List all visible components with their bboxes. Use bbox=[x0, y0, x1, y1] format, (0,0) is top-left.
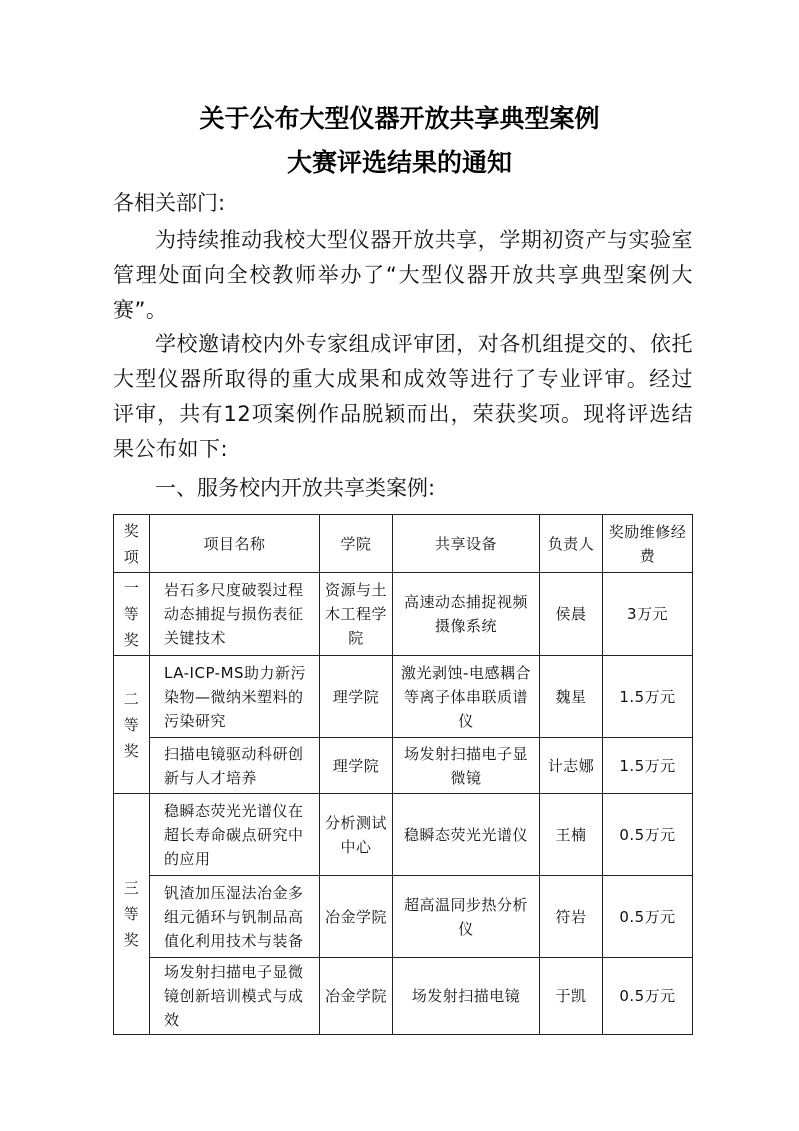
cell-equipment: 超高温同步热分析仪 bbox=[393, 876, 540, 958]
table-row bbox=[114, 794, 693, 876]
cell-leader: 侯晨 bbox=[540, 573, 603, 656]
cell-equipment: 高速动态捕捉视频摄像系统 bbox=[393, 573, 540, 656]
cell-project: 稳瞬态荧光光谱仪在超长寿命碳点研究中的应用 bbox=[150, 794, 320, 876]
cell-funding: 0.5万元 bbox=[603, 876, 693, 958]
cell-leader: 符岩 bbox=[540, 876, 603, 958]
cell-funding: 3万元 bbox=[603, 573, 693, 656]
header-equipment: 共享设备 bbox=[393, 515, 540, 573]
cell-college: 冶金学院 bbox=[320, 876, 393, 958]
grade-third: 三等奖 bbox=[114, 794, 150, 1035]
header-leader: 负责人 bbox=[540, 515, 603, 573]
cell-leader: 计志娜 bbox=[540, 738, 603, 794]
header-funding: 奖励维修经费 bbox=[603, 515, 693, 573]
cell-funding: 1.5万元 bbox=[603, 656, 693, 738]
grade-first: 一等奖 bbox=[114, 573, 150, 656]
awards-table bbox=[113, 514, 693, 1035]
paragraph-intro: 为持续推动我校大型仪器开放共享，学期初资产与实验室管理处面向全校教师举办了“大型仪器开放共享典型案例大赛”。 bbox=[113, 228, 693, 322]
notice-title-line1: 关于公布大型仪器开放共享典型案例 bbox=[199, 104, 600, 133]
cell-college: 冶金学院 bbox=[320, 958, 393, 1035]
cell-college: 资源与土木工程学院 bbox=[320, 573, 393, 656]
cell-funding: 0.5万元 bbox=[603, 794, 693, 876]
cell-equipment: 场发射扫描电镜 bbox=[393, 958, 540, 1035]
table-row bbox=[114, 656, 693, 738]
grade-second: 二等奖 bbox=[114, 656, 150, 794]
cell-project: 岩石多尺度破裂过程动态捕捉与损伤表征关键技术 bbox=[150, 573, 320, 656]
cell-college: 理学院 bbox=[320, 656, 393, 738]
cell-leader: 王楠 bbox=[540, 794, 603, 876]
header-college: 学院 bbox=[320, 515, 393, 573]
table-row bbox=[114, 876, 693, 958]
cell-funding: 0.5万元 bbox=[603, 958, 693, 1035]
notice-title-line2: 大赛评选结果的通知 bbox=[286, 148, 512, 177]
cell-project: 钒渣加压湿法冶金多组元循环与钒制品高值化利用技术与装备 bbox=[150, 876, 320, 958]
table-row bbox=[114, 738, 693, 794]
section-heading: 一、服务校内开放共享类案例: bbox=[155, 476, 436, 500]
cell-equipment: 稳瞬态荧光光谱仪 bbox=[393, 794, 540, 876]
header-project: 项目名称 bbox=[150, 515, 320, 573]
cell-college: 分析测试中心 bbox=[320, 794, 393, 876]
cell-project: 场发射扫描电子显微镜创新培训模式与成效 bbox=[150, 958, 320, 1035]
cell-project: LA-ICP-MS助力新污染物—微纳米塑料的污染研究 bbox=[150, 656, 320, 738]
table-row bbox=[114, 958, 693, 1035]
cell-leader: 于凯 bbox=[540, 958, 603, 1035]
cell-project: 扫描电镜驱动科研创新与人才培养 bbox=[150, 738, 320, 794]
salutation: 各相关部门: bbox=[113, 191, 226, 215]
table-row bbox=[114, 573, 693, 656]
cell-leader: 魏星 bbox=[540, 656, 603, 738]
cell-college: 理学院 bbox=[320, 738, 393, 794]
header-award: 奖项 bbox=[114, 515, 150, 573]
cell-equipment: 激光剥蚀-电感耦合等离子体串联质谱仪 bbox=[393, 656, 540, 738]
cell-funding: 1.5万元 bbox=[603, 738, 693, 794]
table-header-row bbox=[114, 515, 693, 573]
paragraph-review: 学校邀请校内外专家组成评审团，对各机组提交的、依托大型仪器所取得的重大成果和成效等进行了专业评审。经过评审，共有12项案例作品脱颖而出，荣获奖项。现将评选结果公布如下: bbox=[113, 332, 693, 461]
cell-equipment: 场发射扫描电子显微镜 bbox=[393, 738, 540, 794]
